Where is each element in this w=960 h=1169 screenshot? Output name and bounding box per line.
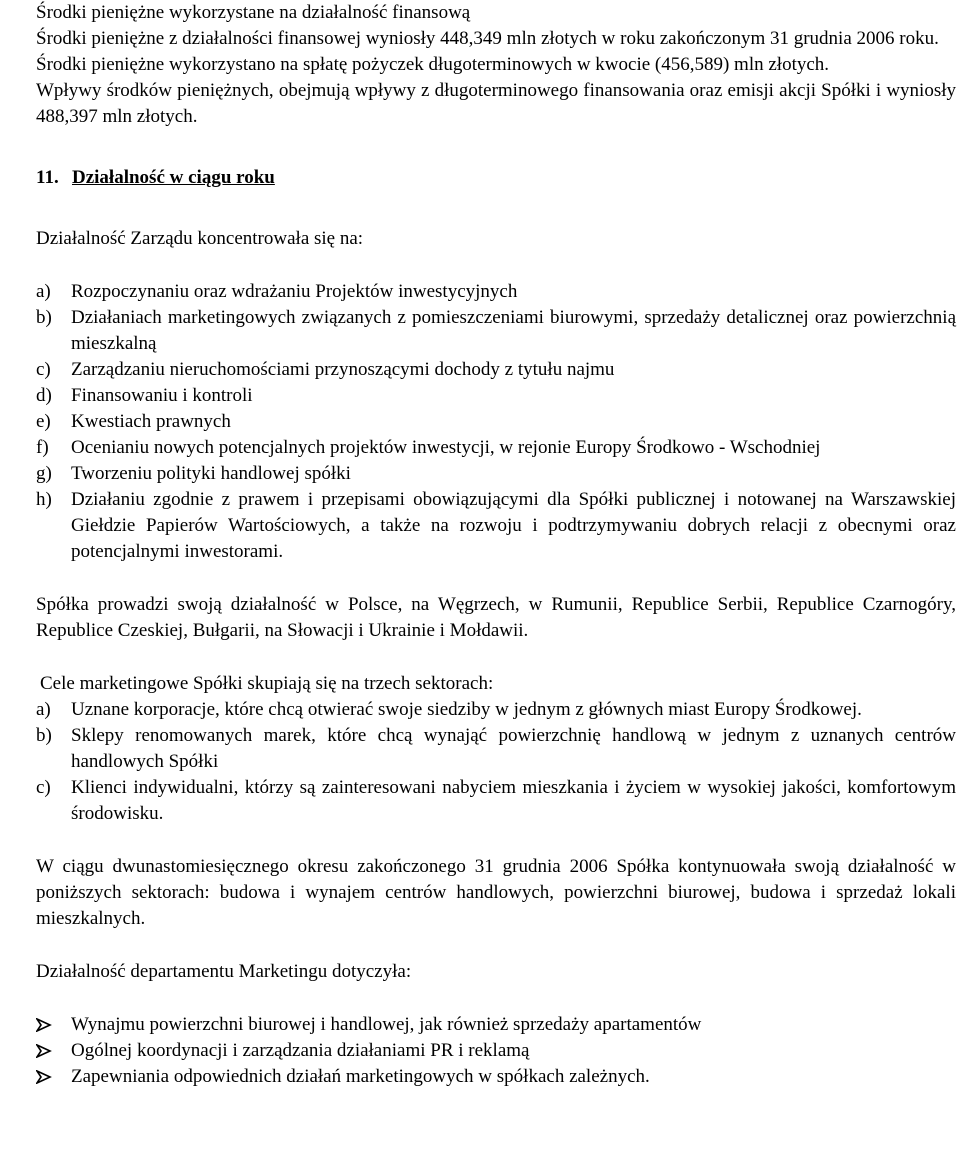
list-marker: b) <box>36 307 52 328</box>
list-item-text: Klienci indywidualni, którzy są zainteresowani nabyciem mieszkania i życiem w wysokiej jakości, komfortowym środowisku. <box>71 777 956 824</box>
department-intro: Działalność departamentu Marketingu dotyczyła: <box>36 961 412 982</box>
marketing-sectors-list <box>36 697 956 827</box>
board-activities-list <box>36 279 956 565</box>
list-marker: g) <box>36 463 52 484</box>
arrow-bullet-icon <box>36 1064 71 1090</box>
list-item <box>36 1012 956 1038</box>
list-item <box>36 383 956 409</box>
list-item-text: Zapewniania odpowiednich działań marketingowych w spółkach zależnych. <box>71 1066 650 1087</box>
countries-paragraph: Spółka prowadzi swoją działalność w Polsce, na Węgrzech, w Rumunii, Republice Serbii, Republice Czarnogóry, Republice Czeskiej, Bułgarii, na Słowacji i Ukrainie i Mołdawii. <box>36 594 956 641</box>
list-item <box>36 305 956 357</box>
department-activities-list <box>36 1012 956 1090</box>
list-marker: f) <box>36 437 49 458</box>
financing-summary <box>36 0 956 130</box>
section-number: 11. <box>36 167 59 188</box>
list-item-text: Kwestiach prawnych <box>71 411 231 432</box>
list-marker: a) <box>36 281 51 302</box>
list-marker: b) <box>36 725 52 746</box>
list-item <box>36 1064 956 1090</box>
document-page <box>36 0 956 1090</box>
financing-heading-line: Środki pieniężne wykorzystane na działalność finansową <box>36 2 471 23</box>
list-item-text: Działaniach marketingowych związanych z pomieszczeniami biurowymi, sprzedaży detalicznej oraz powierzchnią mieszkalną <box>71 307 956 354</box>
section-heading <box>36 165 956 191</box>
list-marker: c) <box>36 777 51 798</box>
list-item <box>36 357 956 383</box>
list-item-text: Finansowaniu i kontroli <box>71 385 253 406</box>
list-item-text: Tworzeniu polityki handlowej spółki <box>71 463 351 484</box>
list-item <box>36 697 956 723</box>
arrow-bullet-icon <box>36 1038 71 1064</box>
list-item-text: Uznane korporacje, które chcą otwierać swoje siedziby w jednym z głównych miast Europy Środkowej. <box>71 699 862 720</box>
list-item-text: Rozpoczynaniu oraz wdrażaniu Projektów inwestycyjnych <box>71 281 518 302</box>
period-paragraph: W ciągu dwunastomiesięcznego okresu zakończonego 31 grudnia 2006 Spółka kontynuowała swoją działalność w poniższych sektorach: budowa i wynajem centrów handlowych, powierzchni biurowej, budowa i sprzedaż lokali mieszkalnych. <box>36 856 956 929</box>
list-item-text: Ocenianiu nowych potencjalnych projektów inwestycji, w rejonie Europy Środkowo - Wschodniej <box>71 437 821 458</box>
section-title: Działalność w ciągu roku <box>72 167 275 188</box>
arrow-bullet-icon <box>36 1012 71 1038</box>
list-item-text: Ogólnej koordynacji i zarządzania działaniami PR i reklamą <box>71 1040 530 1061</box>
list-item <box>36 487 956 565</box>
list-marker: d) <box>36 385 52 406</box>
list-item <box>36 723 956 775</box>
list-marker: c) <box>36 359 51 380</box>
list-marker: e) <box>36 411 51 432</box>
list-item-text: Zarządzaniu nieruchomościami przynoszącymi dochody z tytułu najmu <box>71 359 615 380</box>
board-intro: Działalność Zarządu koncentrowała się na: <box>36 228 364 249</box>
list-item-text: Wynajmu powierzchni biurowej i handlowej, jak również sprzedaży apartamentów <box>71 1014 702 1035</box>
list-item <box>36 409 956 435</box>
list-item-text: Sklepy renomowanych marek, które chcą wynająć powierzchnię handlową w jednym z uznanych centrów handlowych Spółki <box>71 725 956 772</box>
inflows-paragraph: Wpływy środków pieniężnych, obejmują wpływy z długoterminowego finansowania oraz emisji akcji Spółki i wyniosły 488,397 mln złotych. <box>36 80 956 127</box>
list-item <box>36 279 956 305</box>
list-item <box>36 1038 956 1064</box>
loan-repayment-paragraph: Środki pieniężne wykorzystano na spłatę pożyczek długoterminowych w kwocie (456,589) mln złotych. <box>36 54 830 75</box>
marketing-intro: Cele marketingowe Spółki skupiają się na trzech sektorach: <box>40 673 494 694</box>
list-item <box>36 435 956 461</box>
list-item <box>36 461 956 487</box>
list-marker: h) <box>36 489 52 510</box>
list-marker: a) <box>36 699 51 720</box>
list-item <box>36 775 956 827</box>
financing-paragraph: Środki pieniężne z działalności finansowej wyniosły 448,349 mln złotych w roku zakończonym 31 grudnia 2006 roku. <box>36 28 939 49</box>
list-item-text: Działaniu zgodnie z prawem i przepisami obowiązującymi dla Spółki publicznej i notowanej na Warszawskiej Giełdzie Papierów Wartościowych, a także na rozwoju i podtrzymywaniu dobrych relacji z obecnymi oraz potencjalnymi inwestorami. <box>71 489 956 562</box>
